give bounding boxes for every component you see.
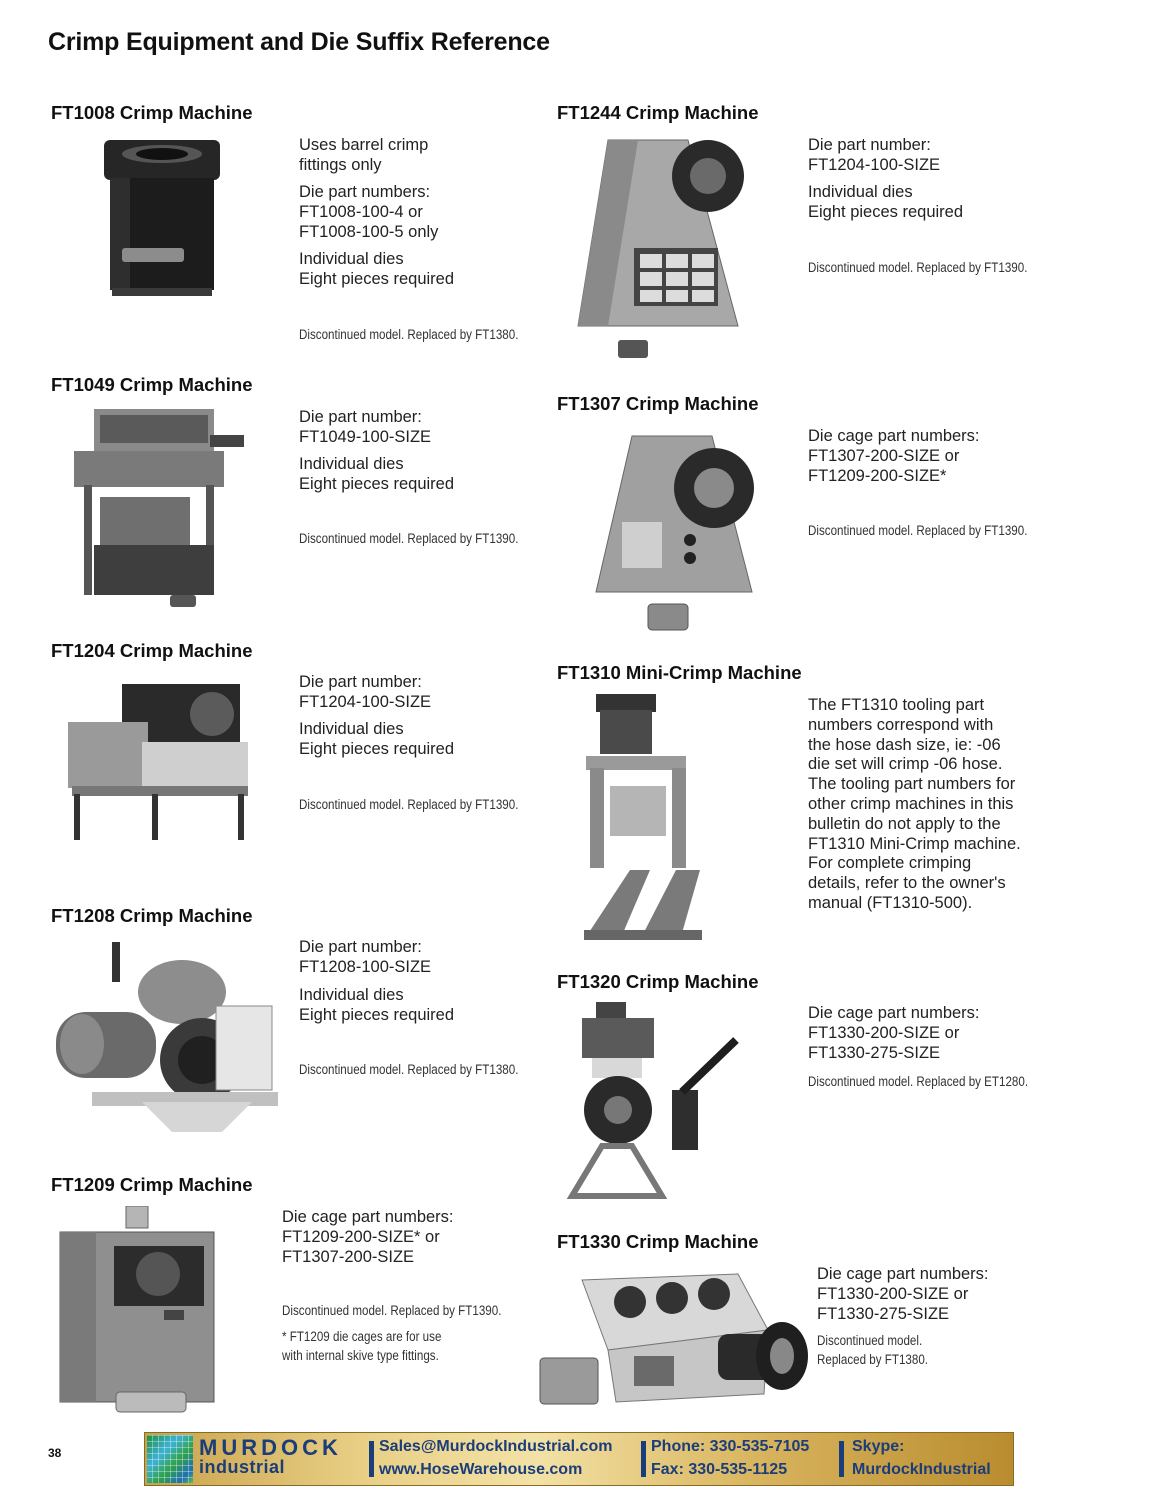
page-number: 38 bbox=[48, 1446, 62, 1460]
ft1310-machine-photo bbox=[580, 690, 720, 946]
banner-separator bbox=[641, 1441, 646, 1477]
fax-number: Fax: 330-535-1125 bbox=[651, 1461, 788, 1478]
banner-separator bbox=[369, 1441, 374, 1477]
ft1049-die-part-number: Die part number: FT1049-100-SIZE bbox=[299, 408, 432, 446]
ft1208-discontinued-note: Discontinued model. Replaced by FT1380. bbox=[299, 1062, 519, 1077]
brand-subtitle: industrial bbox=[199, 1457, 286, 1477]
ft1208-machine-photo bbox=[52, 942, 278, 1134]
ft1307-machine-photo bbox=[582, 432, 772, 636]
ft1244-discontinued-note: Discontinued model. Replaced by FT1390. bbox=[808, 260, 1028, 275]
ft1204-die-part-number: Die part number: FT1204-100-SIZE bbox=[299, 673, 432, 711]
ft1209-die-cage-part-numbers: Die cage part numbers: FT1209-200-SIZE* or FT1307-200-SIZE bbox=[282, 1208, 454, 1266]
ft1307-heading: FT1307 Crimp Machine bbox=[557, 393, 759, 414]
ft1049-heading: FT1049 Crimp Machine bbox=[51, 374, 253, 395]
ft1244-heading: FT1244 Crimp Machine bbox=[557, 102, 759, 123]
ft1049-individual-dies: Individual dies Eight pieces required bbox=[299, 455, 455, 493]
ft1244-die-part-number: Die part number: FT1204-100-SIZE bbox=[808, 136, 941, 174]
ft1209-discontinued-note: Discontinued model. Replaced by FT1390. bbox=[282, 1303, 502, 1318]
ft1208-individual-dies: Individual dies Eight pieces required bbox=[299, 986, 455, 1024]
ft1008-heading: FT1008 Crimp Machine bbox=[51, 102, 253, 123]
ft1310-tooling-description: The FT1310 tooling part numbers correspond with the hose dash size, ie: -06 die set will crimp -06 hose. The tooling part numbers for other crimp machines in this bulletin do not apply to the FT1310 Mini-Crimp machine. For complete crimping details, refer to the owner's manual (FT1310-500). bbox=[808, 696, 1021, 912]
ft1204-discontinued-note: Discontinued model. Replaced by FT1390. bbox=[299, 797, 519, 812]
ft1307-die-cage-part-numbers: Die cage part numbers: FT1307-200-SIZE or FT1209-200-SIZE* bbox=[808, 427, 980, 485]
ft1307-discontinued-note: Discontinued model. Replaced by FT1390. bbox=[808, 523, 1028, 538]
ft1330-die-cage-part-numbers: Die cage part numbers: FT1330-200-SIZE or FT1330-275-SIZE bbox=[817, 1265, 989, 1323]
ft1330-heading: FT1330 Crimp Machine bbox=[557, 1231, 759, 1252]
sales-email-link[interactable]: Sales@MurdockIndustrial.com bbox=[379, 1438, 613, 1455]
ft1204-machine-photo bbox=[62, 682, 256, 842]
ft1008-machine-photo bbox=[100, 140, 224, 298]
ft1209-footnote: * FT1209 die cages are for use with internal skive type fittings. bbox=[282, 1329, 442, 1363]
ft1049-discontinued-note: Discontinued model. Replaced by FT1390. bbox=[299, 531, 519, 546]
ft1008-individual-dies: Individual dies Eight pieces required bbox=[299, 250, 455, 288]
ft1320-machine-photo bbox=[562, 1000, 742, 1202]
ft1320-discontinued-note: Discontinued model. Replaced by ET1280. bbox=[808, 1074, 1029, 1089]
ft1008-barrel-crimp-text: Uses barrel crimp fittings only bbox=[299, 136, 429, 174]
ft1209-heading: FT1209 Crimp Machine bbox=[51, 1174, 253, 1195]
skype-label: Skype: bbox=[852, 1438, 905, 1455]
phone-number: Phone: 330-535-7105 bbox=[651, 1438, 810, 1455]
ft1320-die-cage-part-numbers: Die cage part numbers: FT1330-200-SIZE or FT1330-275-SIZE bbox=[808, 1004, 980, 1062]
ft1330-discontinued-note: Discontinued model. Replaced by FT1380. bbox=[817, 1333, 929, 1367]
ft1310-heading: FT1310 Mini-Crimp Machine bbox=[557, 662, 802, 683]
ft1209-machine-photo bbox=[56, 1206, 218, 1418]
ft1008-die-part-numbers: Die part numbers: FT1008-100-4 or FT1008-100-5 only bbox=[299, 183, 439, 241]
ft1204-heading: FT1204 Crimp Machine bbox=[51, 640, 253, 661]
ft1208-die-part-number: Die part number: FT1208-100-SIZE bbox=[299, 938, 432, 976]
ft1244-machine-photo bbox=[568, 136, 752, 366]
ft1008-discontinued-note: Discontinued model. Replaced by FT1380. bbox=[299, 327, 519, 342]
ft1204-individual-dies: Individual dies Eight pieces required bbox=[299, 720, 455, 758]
murdock-logo-icon bbox=[147, 1435, 193, 1483]
ft1320-heading: FT1320 Crimp Machine bbox=[557, 971, 759, 992]
ft1244-individual-dies: Individual dies Eight pieces required bbox=[808, 183, 964, 221]
website-link[interactable]: www.HoseWarehouse.com bbox=[379, 1461, 583, 1478]
ft1208-heading: FT1208 Crimp Machine bbox=[51, 905, 253, 926]
ft1049-machine-photo bbox=[70, 405, 250, 610]
skype-id: MurdockIndustrial bbox=[852, 1461, 991, 1478]
footer-banner bbox=[144, 1432, 1014, 1486]
banner-separator bbox=[839, 1441, 844, 1477]
ft1330-machine-photo bbox=[538, 1270, 814, 1412]
page-title: Crimp Equipment and Die Suffix Reference bbox=[48, 28, 550, 56]
brand-name: MURDOCK bbox=[199, 1435, 342, 1460]
